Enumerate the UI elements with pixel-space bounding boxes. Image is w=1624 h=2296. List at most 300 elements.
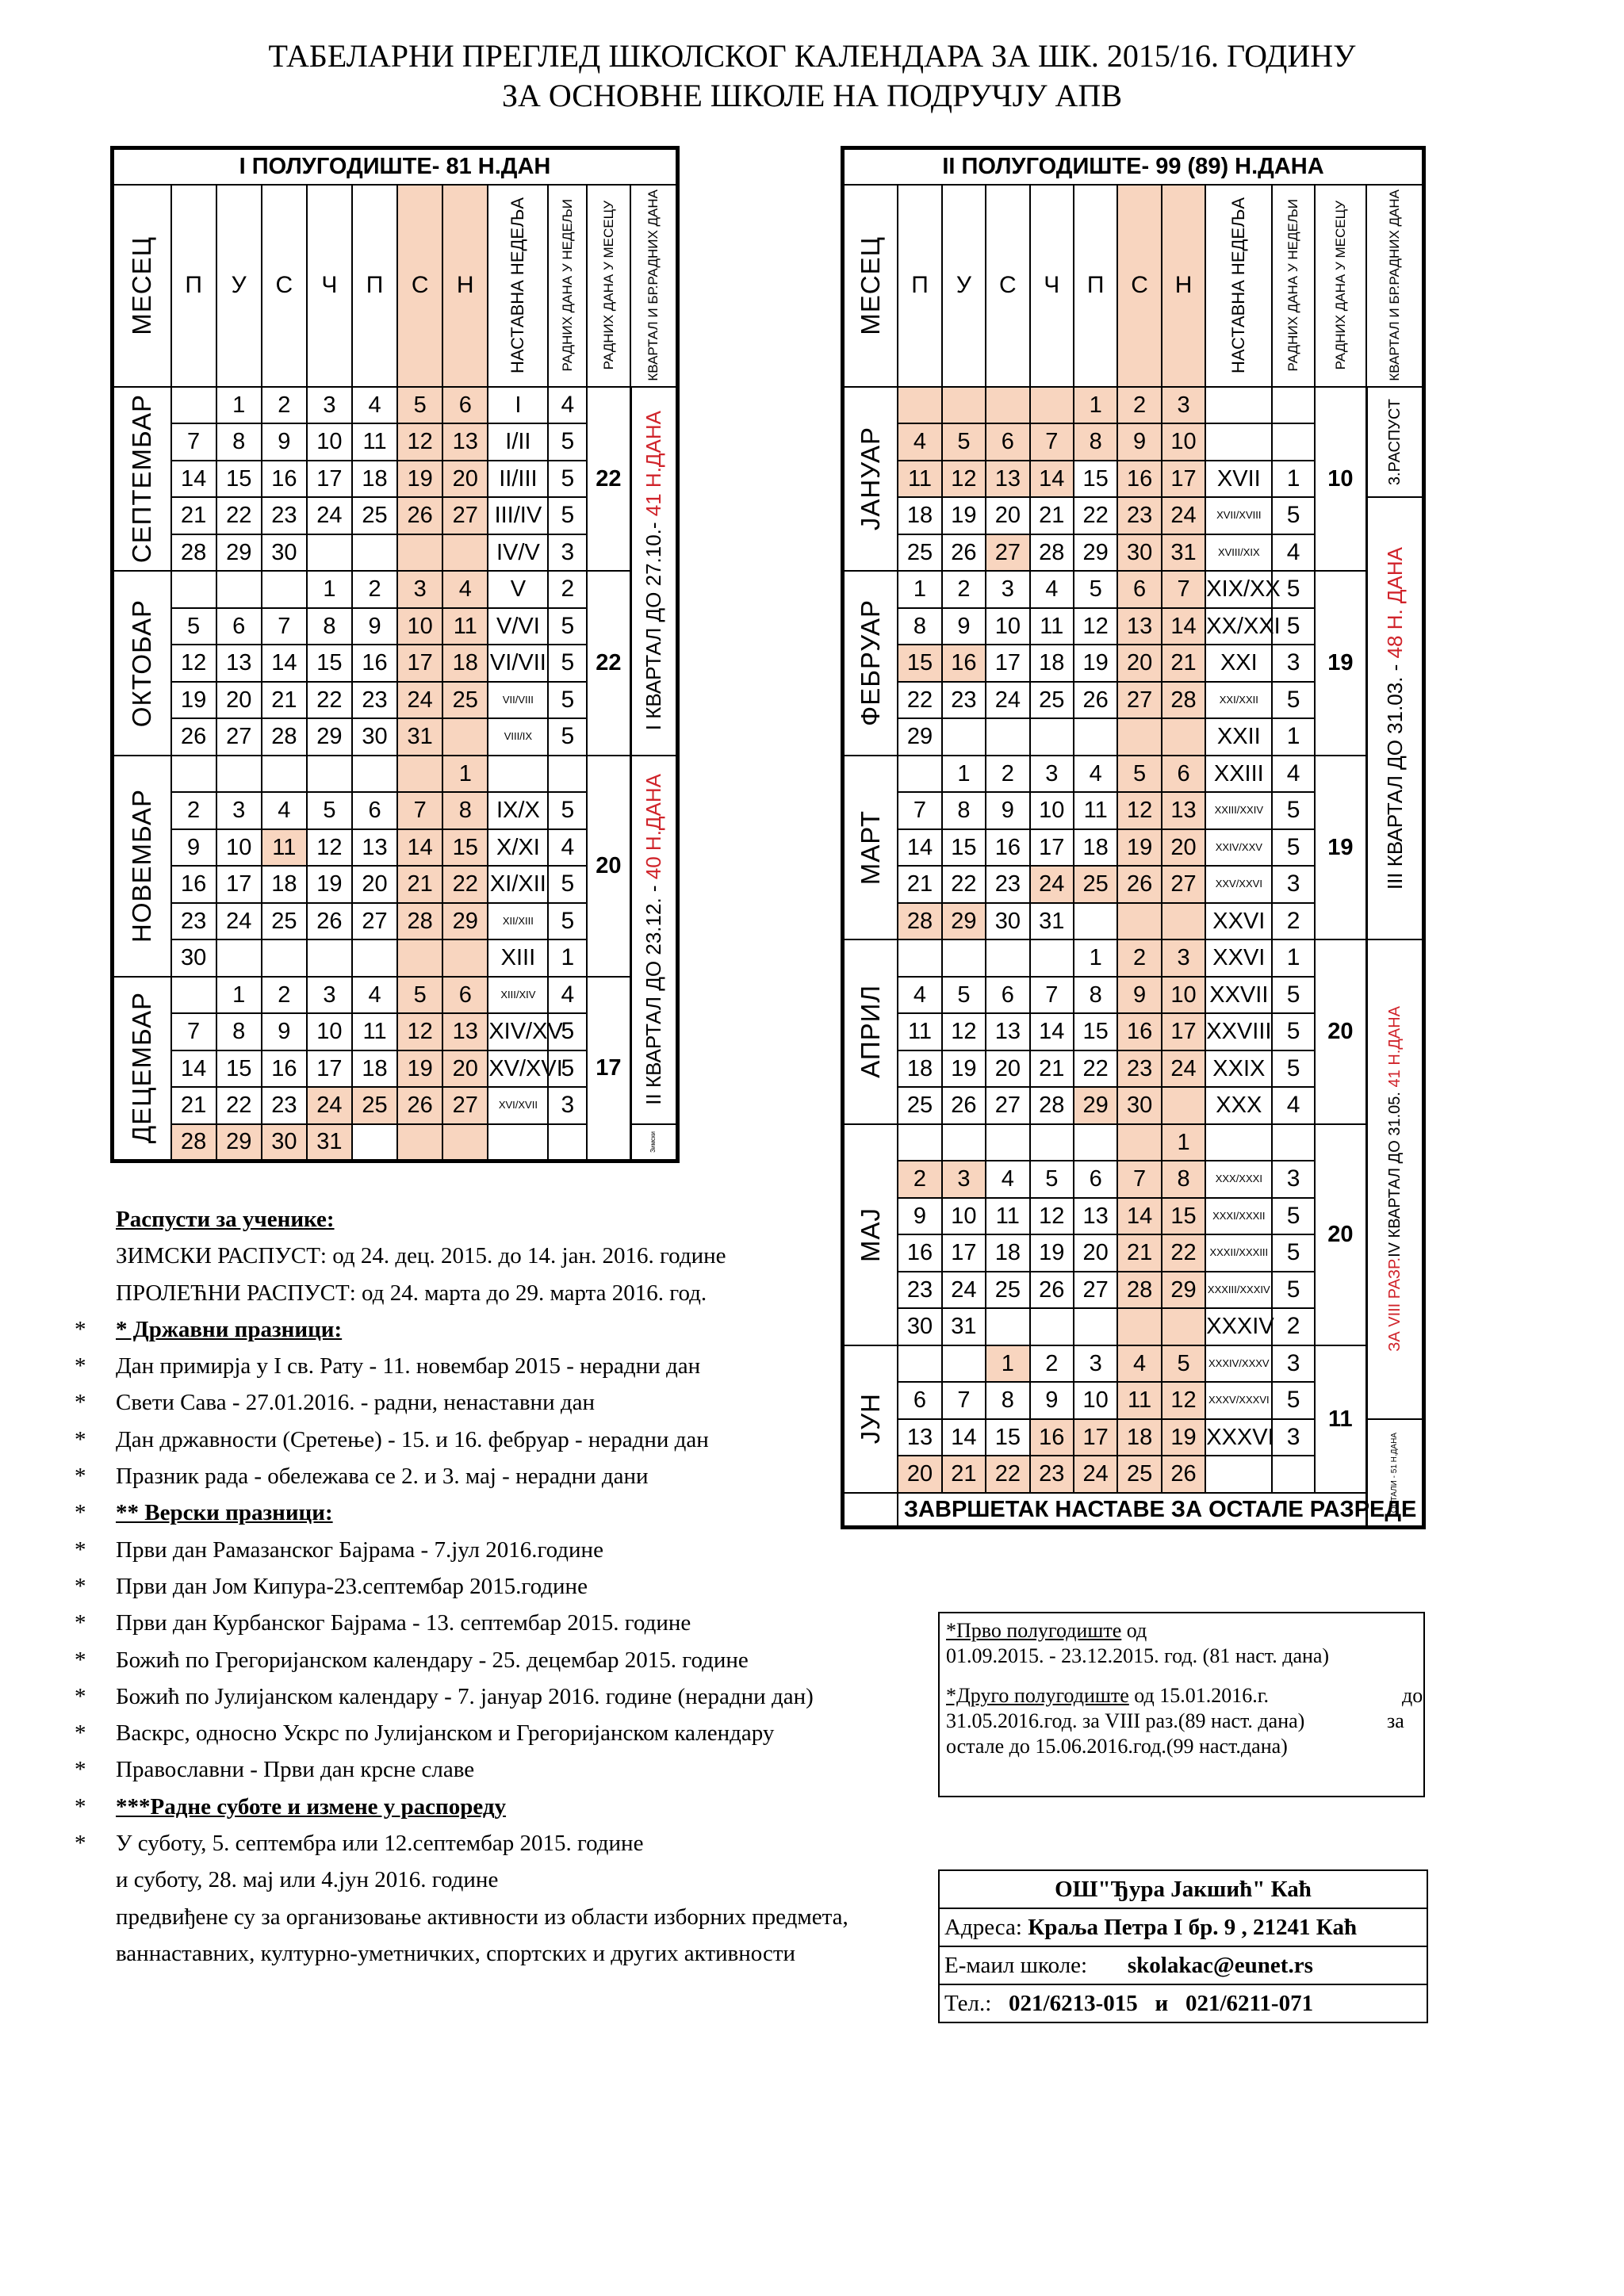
day-cell: 2 (1117, 939, 1161, 977)
day-cell: 5 (1030, 1161, 1074, 1198)
quarter-2-text: II КВАРТАЛ ДО 23.12. - (642, 879, 666, 1105)
day-header: Н (442, 185, 488, 387)
day-cell (171, 571, 216, 608)
quarter-3 (1366, 497, 1423, 939)
month-header: МЕСЕЦ (856, 235, 886, 335)
day-cell: 10 (1162, 423, 1205, 461)
day-cell: 18 (1117, 1419, 1161, 1456)
day-cell (262, 756, 307, 793)
day-cell: 10 (307, 1013, 352, 1050)
day-cell: 11 (262, 829, 307, 867)
teaching-week: IX/X (488, 792, 548, 829)
day-cell (986, 718, 1029, 756)
teaching-week: XI/XII (488, 866, 548, 903)
day-cell: 24 (1074, 1456, 1117, 1493)
note-text: ПРОЛЕЋНИ РАСПУСТ: од 24. марта до 29. марта 2016. год. (116, 1280, 707, 1306)
day-cell: 2 (942, 571, 986, 608)
days-in-month: 11 (1315, 1345, 1367, 1493)
day-cell: 10 (216, 829, 262, 867)
day-cell: 8 (986, 1382, 1029, 1419)
teaching-week (1205, 423, 1272, 461)
day-cell: 14 (171, 461, 216, 498)
days-in-week: 2 (548, 571, 587, 608)
day-cell: 27 (1117, 682, 1161, 719)
semesters-info-box (938, 1612, 1425, 1797)
day-cell: 14 (898, 829, 941, 867)
teaching-week: XXXV/XXXVI (1205, 1382, 1272, 1419)
day-cell: 13 (898, 1419, 941, 1456)
days-in-week: 3 (1272, 1419, 1314, 1456)
day-cell: 9 (352, 608, 397, 645)
note-bullet: * (75, 1500, 86, 1526)
day-cell: 21 (942, 1456, 986, 1493)
day-cell: 8 (1074, 977, 1117, 1014)
day-cell (1117, 718, 1161, 756)
header-days-per-week: РАДНИХ ДАНА У НЕДЕЉИ (559, 199, 575, 372)
day-cell: 17 (1162, 1013, 1205, 1050)
day-cell: 25 (1030, 682, 1074, 719)
day-cell (1074, 1308, 1117, 1345)
day-cell (986, 1308, 1029, 1345)
day-cell: 17 (307, 461, 352, 498)
day-cell: 28 (1030, 534, 1074, 572)
day-cell (1074, 1124, 1117, 1161)
day-cell: 25 (262, 903, 307, 940)
day-cell: 27 (216, 718, 262, 756)
day-cell: 13 (352, 829, 397, 867)
day-cell: 14 (262, 645, 307, 682)
day-cell: 25 (1117, 1456, 1161, 1493)
teaching-week: V (488, 571, 548, 608)
days-in-week: 5 (548, 497, 587, 534)
day-cell: 9 (262, 423, 307, 461)
day-cell (898, 939, 941, 977)
days-in-week: 5 (1272, 1234, 1314, 1272)
day-cell: 15 (1074, 461, 1117, 498)
day-cell: 24 (986, 682, 1029, 719)
day-cell: 4 (442, 571, 488, 608)
day-cell: 2 (986, 756, 1029, 793)
day-cell: 12 (942, 461, 986, 498)
day-cell: 7 (397, 792, 442, 829)
days-in-week: 5 (1272, 1382, 1314, 1419)
day-cell: 23 (1117, 1050, 1161, 1088)
semester-1-label: *Прво полугодиште (946, 1619, 1122, 1642)
day-cell: 4 (986, 1161, 1029, 1198)
day-cell: 23 (1117, 497, 1161, 534)
note-line (79, 1862, 952, 1898)
days-in-week (1272, 1124, 1314, 1161)
day-cell (942, 718, 986, 756)
teaching-week (1205, 387, 1272, 424)
day-cell: 11 (352, 1013, 397, 1050)
day-cell (216, 939, 262, 977)
day-cell: 25 (352, 497, 397, 534)
day-cell: 28 (262, 718, 307, 756)
teaching-week: XXIII (1205, 756, 1272, 793)
day-cell: 28 (171, 1124, 216, 1161)
day-header: С (397, 185, 442, 387)
note-text: предвиђене су за организовање активности из области изборних предмета, (116, 1904, 848, 1930)
day-cell (352, 939, 397, 977)
note-line (75, 1494, 952, 1531)
teaching-week: VII/VIII (488, 682, 548, 719)
days-in-week: 5 (548, 718, 587, 756)
day-header: П (898, 185, 941, 387)
day-cell: 4 (898, 423, 941, 461)
day-cell: 28 (1162, 682, 1205, 719)
day-cell: 26 (1030, 1272, 1074, 1309)
note-bullet: * (75, 1536, 86, 1563)
day-header: С (986, 185, 1029, 387)
days-in-week: 5 (548, 608, 587, 645)
days-in-week: 5 (548, 423, 587, 461)
day-cell: 8 (1074, 423, 1117, 461)
month-name: СЕПТЕМБАР (127, 394, 157, 564)
end-of-classes-banner: ЗАВРШЕТАК НАСТАВЕ ЗА ОСТАЛЕ РАЗРЕДЕ (898, 1493, 1423, 1528)
day-cell: 15 (216, 1050, 262, 1088)
teaching-week: I (488, 387, 548, 424)
day-cell: 30 (1117, 534, 1161, 572)
day-cell: 15 (216, 461, 262, 498)
day-cell: 1 (986, 1345, 1029, 1383)
day-cell: 16 (1117, 1013, 1161, 1050)
day-cell: 9 (1030, 1382, 1074, 1419)
day-cell: 17 (1074, 1419, 1117, 1456)
day-cell: 9 (1117, 423, 1161, 461)
day-cell: 7 (1117, 1161, 1161, 1198)
teaching-week: XXI (1205, 645, 1272, 682)
email-value[interactable]: skolakac@eunet.rs (1127, 1953, 1313, 1978)
teaching-week: XXVI (1205, 939, 1272, 977)
day-cell: 1 (1074, 939, 1117, 977)
day-cell: 8 (942, 792, 986, 829)
teaching-week: XIX/XX (1205, 571, 1272, 608)
day-cell (307, 534, 352, 572)
day-cell: 22 (1074, 1050, 1117, 1088)
day-cell: 14 (942, 1419, 986, 1456)
semester-1-dates: 01.09.2015. - 23.12.2015. год. (81 наст. дана) (946, 1644, 1330, 1667)
teaching-week: XII/XIII (488, 903, 548, 940)
quarter-3-text: III КВАРТАЛ ДО 31.03. - (1382, 658, 1407, 890)
day-cell: 5 (171, 608, 216, 645)
day-cell: 25 (986, 1272, 1029, 1309)
quarter-1-days: 41 Н.ДАНА (642, 411, 666, 517)
day-cell: 8 (442, 792, 488, 829)
day-cell: 26 (1074, 682, 1117, 719)
teaching-week: V/VI (488, 608, 548, 645)
day-cell: 6 (1117, 571, 1161, 608)
note-text: Васкрс, односно Ускрс по Јулијанском и Грегоријанском календару (116, 1720, 775, 1747)
day-cell: 20 (1117, 645, 1161, 682)
note-text: ваннаставних, културно-уметничких, спортских и других активности (116, 1940, 796, 1966)
week-row (843, 756, 1424, 793)
days-in-week: 2 (1272, 1308, 1314, 1345)
day-cell: 18 (262, 866, 307, 903)
days-in-week: 3 (1272, 1345, 1314, 1383)
teaching-week: XXV/XXVI (1205, 866, 1272, 903)
day-cell: 9 (171, 829, 216, 867)
day-cell: 18 (352, 461, 397, 498)
week-row (843, 571, 1424, 608)
header-week: НАСТАВНА НЕДЕЉА (508, 197, 528, 374)
day-cell: 22 (216, 1087, 262, 1124)
note-heading: ***Радне суботе и измене у распореду (116, 1793, 507, 1820)
day-cell: 6 (216, 608, 262, 645)
teaching-week: XXXIII/XXXIV (1205, 1272, 1272, 1309)
teaching-week: III/IV (488, 497, 548, 534)
day-cell: 15 (442, 829, 488, 867)
days-in-week (548, 756, 587, 793)
note-line (75, 1605, 952, 1641)
day-cell: 26 (397, 1087, 442, 1124)
spring-break-marker (1366, 387, 1423, 498)
day-cell: 5 (397, 387, 442, 424)
day-cell: 19 (1162, 1419, 1205, 1456)
day-cell (397, 756, 442, 793)
note-text: Божић по Јулијанском календару - 7. јануар 2016. године (нерадни дан) (116, 1683, 814, 1709)
days-in-month: 20 (587, 756, 630, 977)
days-in-week: 4 (548, 977, 587, 1014)
day-cell: 27 (986, 534, 1029, 572)
day-cell: 14 (1030, 1013, 1074, 1050)
days-in-month: 20 (1315, 939, 1367, 1124)
semester-title: I ПОЛУГОДИШТЕ- 81 Н.ДАН (113, 148, 678, 185)
day-cell (1030, 939, 1074, 977)
day-cell: 16 (942, 645, 986, 682)
day-cell: 25 (442, 682, 488, 719)
day-cell: 31 (1030, 903, 1074, 940)
day-cell: 6 (352, 792, 397, 829)
day-cell: 27 (442, 497, 488, 534)
days-in-week (1272, 1456, 1314, 1493)
note-line (79, 1238, 952, 1274)
day-cell: 20 (216, 682, 262, 719)
day-cell: 18 (1030, 645, 1074, 682)
day-cell: 22 (442, 866, 488, 903)
day-cell: 18 (352, 1050, 397, 1088)
day-cell: 13 (442, 1013, 488, 1050)
day-cell: 11 (898, 1013, 941, 1050)
day-cell: 5 (307, 792, 352, 829)
teaching-week (1205, 1456, 1272, 1493)
teaching-week: XXXVI (1205, 1419, 1272, 1456)
teaching-week: XVII (1205, 461, 1272, 498)
week-row (113, 977, 678, 1014)
note-bullet: * (75, 1353, 86, 1380)
day-cell: 16 (352, 645, 397, 682)
day-header: Н (1162, 185, 1205, 387)
day-cell: 1 (942, 756, 986, 793)
semester-1-od: од (1121, 1619, 1147, 1642)
quarter-2-note (630, 1124, 677, 1161)
note-line (75, 1458, 952, 1494)
day-cell: 3 (1074, 1345, 1117, 1383)
days-in-week: 5 (548, 792, 587, 829)
day-cell: 3 (986, 571, 1029, 608)
quarter-1 (630, 387, 677, 756)
days-in-week: 1 (1272, 461, 1314, 498)
day-cell (898, 1124, 941, 1161)
semester-2-from: од 15.01.2016.г. (1128, 1684, 1270, 1707)
day-cell: 19 (171, 682, 216, 719)
days-in-week: 5 (1272, 792, 1314, 829)
day-cell (1030, 1308, 1074, 1345)
days-in-week: 1 (1272, 718, 1314, 756)
days-in-month: 19 (1315, 571, 1367, 756)
day-cell: 20 (986, 1050, 1029, 1088)
day-cell (307, 939, 352, 977)
day-cell: 5 (397, 977, 442, 1014)
header-days-per-month: РАДНИХ ДАНА У МЕСЕЦУ (600, 201, 616, 370)
days-in-week: 5 (548, 866, 587, 903)
day-cell: 24 (1162, 497, 1205, 534)
day-cell: 19 (1030, 1234, 1074, 1272)
day-cell (1117, 903, 1161, 940)
day-cell: 12 (397, 1013, 442, 1050)
day-cell: 26 (942, 534, 986, 572)
teaching-week: XXX (1205, 1087, 1272, 1124)
day-cell: 16 (1030, 1419, 1074, 1456)
day-cell: 20 (986, 497, 1029, 534)
day-cell: 10 (307, 423, 352, 461)
day-cell: 21 (397, 866, 442, 903)
note-text: Православни - Први дан крсне славе (116, 1757, 475, 1783)
note-line (75, 1678, 952, 1715)
semester-2-dates: 31.05.2016.год. за VIII раз.(89 наст. дана) (946, 1709, 1305, 1732)
day-cell: 5 (942, 977, 986, 1014)
day-cell (352, 534, 397, 572)
day-cell (898, 756, 941, 793)
teaching-week (1205, 1124, 1272, 1161)
day-cell: 29 (942, 903, 986, 940)
day-cell: 30 (262, 534, 307, 572)
day-cell: 31 (1162, 534, 1205, 572)
note-bullet: * (75, 1573, 86, 1599)
week-row (113, 387, 678, 424)
day-header: С (1117, 185, 1161, 387)
day-cell: 6 (898, 1382, 941, 1419)
day-cell: 30 (1117, 1087, 1161, 1124)
day-cell (442, 939, 488, 977)
note-text: Први дан Курбанског Бајрама - 13. септембар 2015. године (116, 1610, 691, 1636)
day-cell: 7 (1162, 571, 1205, 608)
teaching-week: XVI/XVII (488, 1087, 548, 1124)
day-cell: 12 (307, 829, 352, 867)
day-cell: 28 (1117, 1272, 1161, 1309)
day-cell (1030, 387, 1074, 424)
note-bullet: * (75, 1316, 86, 1342)
day-cell: 13 (986, 1013, 1029, 1050)
note-bullet: * (75, 1390, 86, 1416)
days-in-week: 4 (1272, 1087, 1314, 1124)
days-in-week: 1 (1272, 939, 1314, 977)
address-label: Адреса: (944, 1915, 1022, 1940)
day-cell: 21 (171, 497, 216, 534)
teaching-week: XV/XVI (488, 1050, 548, 1088)
day-cell: 23 (898, 1272, 941, 1309)
week-row (113, 756, 678, 793)
day-cell (1162, 1087, 1205, 1124)
day-cell: 4 (1030, 571, 1074, 608)
day-cell: 27 (352, 903, 397, 940)
day-cell: 14 (1162, 608, 1205, 645)
day-cell: 14 (1030, 461, 1074, 498)
day-cell: 9 (942, 608, 986, 645)
day-cell: 2 (262, 977, 307, 1014)
days-in-week: 4 (548, 829, 587, 867)
teaching-week: XIII/XIV (488, 977, 548, 1014)
day-cell: 12 (171, 645, 216, 682)
day-cell: 29 (216, 534, 262, 572)
day-cell: 24 (307, 497, 352, 534)
day-cell: 26 (397, 497, 442, 534)
day-cell (1162, 903, 1205, 940)
day-cell: 4 (352, 387, 397, 424)
day-cell: 26 (1117, 866, 1161, 903)
note-heading: ** Верски празници: (116, 1500, 333, 1526)
day-cell: 15 (307, 645, 352, 682)
note-bullet: * (75, 1793, 86, 1820)
note-line (75, 1422, 952, 1458)
days-in-month: 22 (587, 571, 630, 756)
week-row (843, 387, 1424, 424)
days-in-week: 5 (1272, 1198, 1314, 1235)
note-bullet: * (75, 1647, 86, 1673)
day-cell: 19 (307, 866, 352, 903)
day-cell: 9 (262, 1013, 307, 1050)
day-cell (1162, 1308, 1205, 1345)
day-cell: 11 (898, 461, 941, 498)
day-cell: 29 (442, 903, 488, 940)
day-cell: 16 (262, 1050, 307, 1088)
day-header: П (171, 185, 216, 387)
day-cell: 20 (442, 461, 488, 498)
day-cell: 13 (442, 423, 488, 461)
teaching-week: XXVI (1205, 903, 1272, 940)
school-info-box (938, 1869, 1428, 2023)
quarter-2 (630, 756, 677, 1124)
day-cell (986, 1124, 1029, 1161)
day-cell: 7 (1030, 423, 1074, 461)
teaching-week: XXIII/XXIV (1205, 792, 1272, 829)
month-name: ОКТОБАР (127, 599, 157, 727)
day-cell (1030, 1124, 1074, 1161)
note-text: Први дан Рамазанског Бајрама - 7.јул 2016.године (116, 1536, 603, 1563)
day-cell: 9 (986, 792, 1029, 829)
header-quarter: КВАРТАЛ И БР.РАДНИХ ДАНА (1386, 189, 1402, 381)
day-cell: 19 (942, 497, 986, 534)
day-cell: 13 (216, 645, 262, 682)
days-in-week: 5 (548, 1050, 587, 1088)
day-header: Ч (307, 185, 352, 387)
days-in-month: 22 (587, 387, 630, 572)
semester-2-do: до (1402, 1684, 1423, 1707)
day-cell: 24 (216, 903, 262, 940)
month-name: ЈУН (856, 1393, 886, 1445)
month-header: МЕСЕЦ (127, 235, 157, 335)
phone-1: 021/6213-015 (1009, 1991, 1138, 2016)
day-cell: 24 (397, 682, 442, 719)
day-cell: 28 (397, 903, 442, 940)
day-cell: 1 (216, 977, 262, 1014)
quarter-4 (1366, 939, 1423, 1419)
note-bullet: * (75, 1464, 86, 1490)
day-cell: 13 (1117, 608, 1161, 645)
day-cell: 2 (262, 387, 307, 424)
day-cell: 17 (307, 1050, 352, 1088)
day-cell (442, 718, 488, 756)
